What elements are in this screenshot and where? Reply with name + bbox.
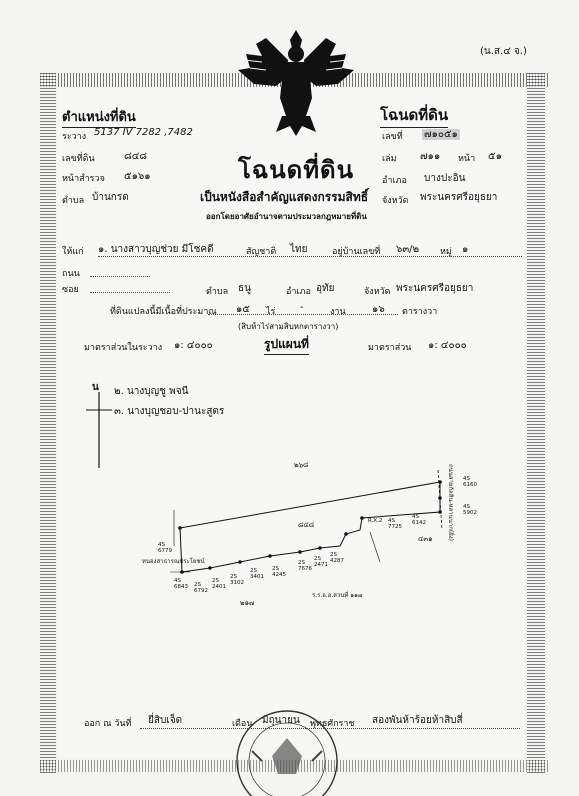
garuda-emblem-icon xyxy=(236,28,356,140)
plot-right: ๔๓๑ xyxy=(418,535,433,543)
scale-value-left: ๑: ๔๐๐๐ xyxy=(174,340,213,351)
page-label: หน้า xyxy=(458,154,476,164)
owner-dotline xyxy=(98,256,522,257)
addr-tambon-value: ธนู xyxy=(238,283,251,294)
marker: 2S 2471 xyxy=(314,556,328,568)
doc-code: (น.ส.๔ จ.) xyxy=(480,46,527,57)
marker: 4S 6843 xyxy=(174,578,188,590)
page-value: ๕๑ xyxy=(488,151,502,162)
marker: 2S 2401 xyxy=(212,578,226,590)
plot-center-no: ๘๔๘ xyxy=(298,521,315,529)
north-label: น xyxy=(92,382,99,393)
month-label: เดือน xyxy=(232,719,253,729)
land-no-label: เลขที่ดิน xyxy=(62,154,95,164)
soi-label: ซอย xyxy=(62,285,79,295)
marker: 2S 4245 xyxy=(272,566,286,578)
area-wa-unit: ตารางวา xyxy=(402,307,438,317)
province-label: จังหวัด xyxy=(382,196,409,206)
issued-label: ออก ณ วันที่ xyxy=(84,719,132,729)
marker: 4S 6779 xyxy=(158,542,172,554)
address-value: ๖๓/๒ xyxy=(396,244,420,255)
rawang-label: ระวาง xyxy=(62,132,87,142)
issued-month: มิถุนายน xyxy=(262,715,300,726)
deed-no-label: เลขที่ xyxy=(382,132,403,142)
marker: 4S 6142 xyxy=(412,514,426,526)
area-rai: ๑๕ xyxy=(236,304,250,315)
tambon-value: บ้านกรด xyxy=(92,192,129,203)
main-title: โฉนดที่ดิน xyxy=(238,155,355,184)
book-label: เล่ม xyxy=(382,154,397,164)
addr-amphoe-value: อุทัย xyxy=(316,283,335,294)
marker: 2S 7676 xyxy=(298,560,312,572)
official-seal-icon xyxy=(232,706,342,796)
marker: 2S 4287 xyxy=(330,552,344,564)
land-no-value: ๘๔๘ xyxy=(124,151,147,162)
plot-road: ถนนสายกัลลิน-หลานนาก(ฝั่ง) xyxy=(447,464,454,541)
area-note: (สิบห้าไร่สามสิบหกตารางวา) xyxy=(238,322,339,331)
plot-top-edge: ๒๖๘ xyxy=(294,461,309,469)
year-label: พุทธศักราช xyxy=(310,719,355,729)
issued-day: ยี่สิบเจ็ด xyxy=(148,715,183,726)
border-right xyxy=(527,73,545,773)
issued-year: สองพันห้าร้อยห้าสิบสี่ xyxy=(372,715,463,726)
survey-page-label: หน้าสำรวจ xyxy=(62,174,105,184)
area-dotline xyxy=(208,314,398,315)
plot-left-label: หนองสาธารณประโยชน์ xyxy=(142,558,205,565)
nationality-label: สัญชาติ xyxy=(246,247,277,257)
tambon-label: ตำบล xyxy=(62,196,85,206)
marker: 2S 3401 xyxy=(250,568,264,580)
neighbor-1: ๒. นางบุญชู พจนี xyxy=(114,386,189,397)
left-header: ตำแหน่งที่ดิน xyxy=(62,106,136,128)
road-dotline xyxy=(90,276,150,277)
marker: R.X.2 xyxy=(368,518,383,524)
soi-dotline xyxy=(90,292,170,293)
marker: 2S 6792 xyxy=(194,582,208,594)
plot-bottom: ๒๑๗ xyxy=(240,599,255,607)
neighbor-2: ๓. นางบุญชอบ-ปานะสูตร xyxy=(114,406,225,417)
scale-label-right: มาตราส่วน xyxy=(368,343,412,353)
addr-province-label: จังหวัด xyxy=(364,287,391,297)
scale-value-right: ๑: ๔๐๐๐ xyxy=(428,340,467,351)
moo-label: หมู่ xyxy=(440,247,452,257)
deed-no-value xyxy=(422,127,460,142)
to-label: ให้แก่ xyxy=(62,247,84,257)
marker: 4S 6160 xyxy=(463,476,477,488)
address-label: อยู่บ้านเลขที่ xyxy=(332,247,381,257)
amphoe-value: บางปะอิน xyxy=(424,173,466,184)
addr-province-value: พระนครศรีอยุธยา xyxy=(396,283,474,294)
scale-label-left: มาตราส่วนในระวาง xyxy=(84,343,163,353)
subtitle-ownership: เป็นหนังสือสำคัญแสดงกรรมสิทธิ์ xyxy=(200,190,369,204)
road-label: ถนน xyxy=(62,269,80,279)
moo-value: ๑ xyxy=(462,244,469,255)
rawang-value: 5137 IV 7282 ,7482 xyxy=(94,127,193,138)
north-arrow-icon xyxy=(84,370,114,470)
marker: 2S 3102 xyxy=(230,574,244,586)
area-rai-unit: ไร่ xyxy=(266,307,276,317)
owner-name: ๑. นางสาวบุญช่วย มีโชคดี xyxy=(98,244,214,255)
nationality-value: ไทย xyxy=(290,244,308,255)
marker: 4S 7725 xyxy=(388,518,402,530)
addr-tambon-label: ตำบล xyxy=(206,287,229,297)
right-header: โฉนดที่ดิน xyxy=(380,103,448,128)
area-ngan-unit: งาน xyxy=(330,307,346,317)
book-value: ๗๑๑ xyxy=(420,151,441,162)
area-ngan: - xyxy=(300,302,304,313)
subtitle-authority: ออกโดยอาศัยอำนาจตามประมวลกฎหมายที่ดิน xyxy=(206,212,367,221)
survey-page-value: ๕๑๖๑ xyxy=(124,171,151,182)
area-label: ที่ดินแปลงนี้มีเนื้อที่ประมาณ xyxy=(110,307,217,317)
marker: 4S 5902 xyxy=(463,504,477,516)
addr-amphoe-label: อำเภอ xyxy=(286,287,311,297)
map-title: รูปแผนที่ xyxy=(264,335,309,355)
border-left xyxy=(40,73,56,773)
deed-no-text: ๗๑๐๕๑ xyxy=(424,129,458,140)
plot-canal: ร.ร.อ.อ.สวนที่ ๑๑๗ xyxy=(312,592,363,599)
amphoe-label: อำเภอ xyxy=(382,176,407,186)
province-value: พระนครศรีอยุธยา xyxy=(420,192,498,203)
area-wa: ๑๖ xyxy=(372,304,385,315)
